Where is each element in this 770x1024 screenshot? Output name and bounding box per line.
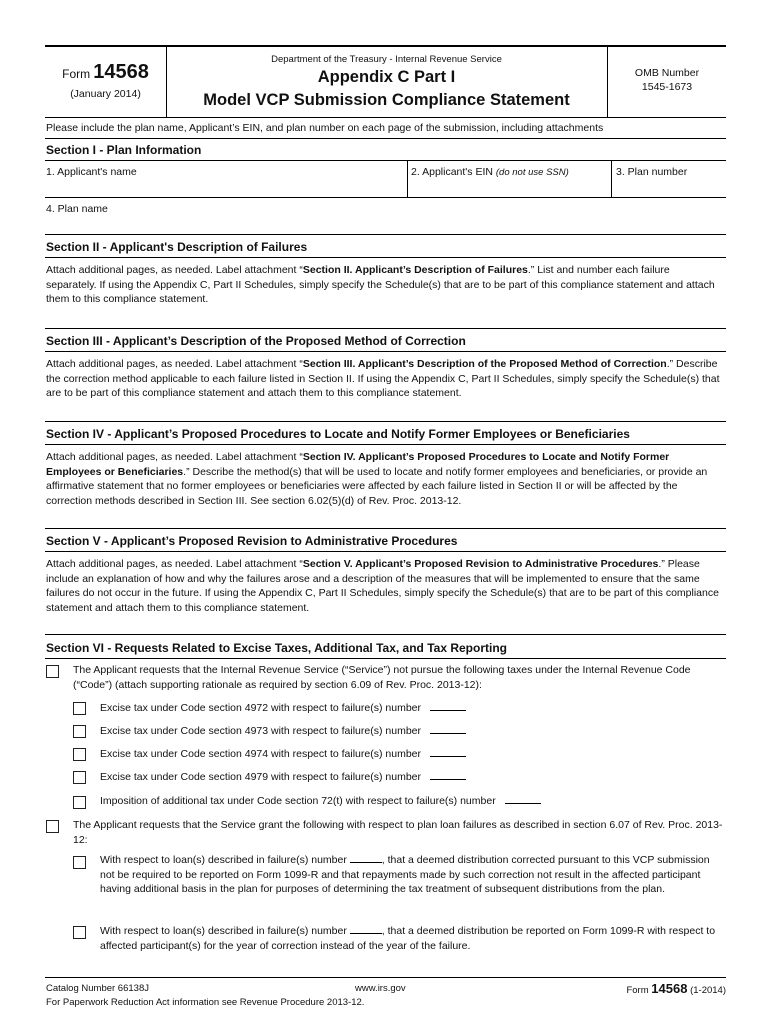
excise-4973-failure-number[interactable] bbox=[430, 724, 466, 734]
form-word: Form bbox=[62, 67, 91, 81]
section4-text bbox=[46, 450, 722, 508]
excise-4979-failure-number[interactable] bbox=[430, 770, 466, 780]
section2-title: Section II - Applicant's Description of Failures bbox=[46, 240, 308, 254]
excise-4974-row bbox=[100, 747, 466, 762]
form-id bbox=[45, 61, 166, 84]
section4-bottom-line bbox=[45, 528, 726, 529]
excise-4972-failure-number[interactable] bbox=[430, 701, 466, 711]
loan2-text-b: , that a deemed distribution be reported on Form 1099-R with respect to affected participant(s) for the year of correction instead of the year of the failure. bbox=[100, 925, 716, 952]
section4-title-line bbox=[45, 444, 726, 445]
request2-checkbox[interactable] bbox=[46, 820, 59, 833]
additional-tax-72t-row bbox=[100, 794, 541, 809]
agency-name: Department of the Treasury - Internal Revenue Service bbox=[271, 54, 502, 65]
instruction-bottom-line bbox=[45, 138, 726, 139]
excise-4973-text: Excise tax under Code section 4973 with respect to failure(s) number bbox=[100, 725, 421, 737]
section5-title: Section V - Applicant’s Proposed Revision to Administrative Procedures bbox=[46, 534, 458, 548]
omb-number: 1545-1673 bbox=[641, 81, 693, 93]
excise-4974-failure-number[interactable] bbox=[430, 747, 466, 757]
section3-title: Section III - Applicant’s Description of the Proposed Method of Correction bbox=[46, 334, 466, 348]
request1-checkbox[interactable] bbox=[46, 665, 59, 678]
section2-text-a: Attach additional pages, as needed. Label attachment “ bbox=[46, 264, 303, 276]
plan-name-label: 4. Plan name bbox=[46, 203, 108, 215]
additional-tax-72t-text: Imposition of additional tax under Code section 72(t) with respect to failure(s) number bbox=[100, 795, 496, 807]
form-date: (January 2014) bbox=[70, 88, 141, 100]
section1-bottom-line bbox=[45, 234, 726, 235]
loan1-text bbox=[100, 853, 722, 897]
section3-text-bold: Section III. Applicant’s Description of the Proposed Method of Correction bbox=[302, 358, 667, 370]
section2-text-b: .” List and number each failure separately. If using the Appendix C, Part II Schedules, simply specify the Schedule(s) that are to be part of this compliance statement and attach them to this compliance statement. bbox=[46, 264, 715, 305]
applicant-ein-label-text: 2. Applicant's EIN bbox=[411, 166, 493, 178]
applicant-name-label: 1. Applicant's name bbox=[46, 166, 137, 178]
excise-4979-checkbox[interactable] bbox=[73, 771, 86, 784]
loan1-failure-number[interactable] bbox=[350, 853, 382, 863]
header-bottom-line bbox=[45, 117, 726, 118]
form-number: 14568 bbox=[93, 61, 149, 83]
loan2-failure-number[interactable] bbox=[350, 924, 382, 934]
excise-4974-text: Excise tax under Code section 4974 with respect to failure(s) number bbox=[100, 748, 421, 760]
excise-4972-row bbox=[100, 701, 466, 716]
section5-text-a: Attach additional pages, as needed. Label attachment “ bbox=[46, 558, 303, 570]
section6-title-line bbox=[45, 658, 726, 659]
loan2-text bbox=[100, 924, 722, 953]
excise-4979-row bbox=[100, 770, 466, 785]
top-border bbox=[45, 45, 726, 47]
excise-4973-checkbox[interactable] bbox=[73, 725, 86, 738]
excise-4973-row bbox=[100, 724, 466, 739]
section1-title: Section I - Plan Information bbox=[46, 143, 202, 157]
omb-label: OMB Number bbox=[634, 67, 700, 79]
applicant-ein-label bbox=[411, 166, 569, 178]
section4-text-bold: Section IV. Applicant’s Proposed Procedures to Locate and Notify Former Employees or Beneficiaries bbox=[46, 451, 670, 478]
section3-text-a: Attach additional pages, as needed. Label attachment “ bbox=[46, 358, 303, 370]
form-title-line2: Model VCP Submission Compliance Statement bbox=[203, 91, 570, 109]
plan-number-field[interactable] bbox=[612, 161, 726, 197]
additional-tax-72t-checkbox[interactable] bbox=[73, 796, 86, 809]
section3-bottom-line bbox=[45, 421, 726, 422]
section5-text-b: .” Please include an explanation of how and why the failures arose and a description of the measures that will be implemented to ensure that the same failures do not occur in the future. If using the Appendix C, Part II Schedules, simply specify the Schedule(s) that are to be part of this compliance statement and attach them to this compliance statement. bbox=[46, 558, 719, 614]
loan2-checkbox[interactable] bbox=[73, 926, 86, 939]
applicant-name-field[interactable] bbox=[45, 161, 407, 197]
excise-4972-checkbox[interactable] bbox=[73, 702, 86, 715]
paperwork-notice: For Paperwork Reduction Act information see Revenue Procedure 2013-12. bbox=[46, 997, 365, 1008]
section3-text-b: .” Describe the correction method applicable to each failure listed in Section II. If using the Appendix C, Part II Schedules, simply specify the Schedule(s) that are to be part of this compliance statement and attach them to this compliance statement. bbox=[46, 358, 720, 399]
footer-form-word: Form bbox=[626, 985, 649, 996]
section3-text bbox=[46, 357, 722, 401]
section4-title: Section IV - Applicant’s Proposed Procedures to Locate and Notify Former Employees or Beneficiaries bbox=[46, 427, 630, 441]
applicant-ein-note: (do not use SSN) bbox=[495, 167, 569, 178]
section5-text bbox=[46, 557, 722, 615]
section4-text-b: .” Describe the method(s) that will be used to locate and notify former employees and beneficiaries, or provide an affirmative statement that no former employees or beneficiaries were affected by each failure listed in Section II or will be affected by the correction methods described in Section III. See section 6.02(5)(d) of Rev. Proc. 2013-12. bbox=[46, 465, 708, 507]
section6-title: Section VI - Requests Related to Excise Taxes, Additional Tax, and Tax Reporting bbox=[46, 641, 507, 655]
section5-title-line bbox=[45, 551, 726, 552]
footer-form-id bbox=[560, 981, 726, 996]
catalog-number: Catalog Number 66138J bbox=[46, 983, 149, 994]
footer-form-rev: (1-2014) bbox=[690, 985, 726, 996]
footer-line bbox=[45, 977, 726, 978]
loan1-text-a: With respect to loan(s) described in failure(s) number bbox=[100, 854, 347, 866]
loan1-checkbox[interactable] bbox=[73, 856, 86, 869]
loan2-text-a: With respect to loan(s) described in failure(s) number bbox=[100, 925, 347, 937]
instruction-text: Please include the plan name, Applicant’s EIN, and plan number on each page of the submission, including attachments bbox=[46, 122, 604, 134]
excise-4972-text: Excise tax under Code section 4972 with respect to failure(s) number bbox=[100, 702, 421, 714]
excise-4979-text: Excise tax under Code section 4979 with respect to failure(s) number bbox=[100, 771, 421, 783]
section2-bottom-line bbox=[45, 328, 726, 329]
excise-4974-checkbox[interactable] bbox=[73, 748, 86, 761]
request1-text: The Applicant requests that the Internal Revenue Service (“Service”) not pursue the following taxes under the Internal Revenue Code (“Code”) (attach supporting rationale as required by section 6.09 of Rev. Proc. 2013-12): bbox=[73, 664, 691, 691]
plan-name-field[interactable] bbox=[45, 198, 726, 234]
footer-form-number: 14568 bbox=[651, 981, 688, 996]
section2-title-line bbox=[45, 257, 726, 258]
irs-website: www.irs.gov bbox=[355, 983, 406, 994]
form-title-line1: Appendix C Part I bbox=[317, 68, 456, 86]
section4-text-a: Attach additional pages, as needed. Label attachment “ bbox=[46, 451, 303, 463]
section2-text-bold: Section II. Applicant’s Description of Failures bbox=[302, 264, 528, 276]
section2-text bbox=[46, 263, 722, 307]
loan1-text-b: , that a deemed distribution corrected pursuant to this VCP submission not be required to be reported on Form 1099-R and that repayments made by such correction not result in the affected participant having additional basis in the plan for purposes of determining the tax treatment of subsequent distributions from the plan. bbox=[100, 854, 710, 895]
additional-tax-72t-failure-number[interactable] bbox=[505, 794, 541, 804]
section3-title-line bbox=[45, 351, 726, 352]
request2-text: The Applicant requests that the Service grant the following with respect to plan loan failures as described in section 6.07 of Rev. Proc. 2013-12: bbox=[73, 819, 723, 846]
section5-text-bold: Section V. Applicant’s Proposed Revision to Administrative Procedures bbox=[302, 558, 659, 570]
applicant-ein-field[interactable] bbox=[408, 161, 611, 197]
plan-number-label: 3. Plan number bbox=[616, 166, 688, 178]
section5-bottom-line bbox=[45, 634, 726, 635]
